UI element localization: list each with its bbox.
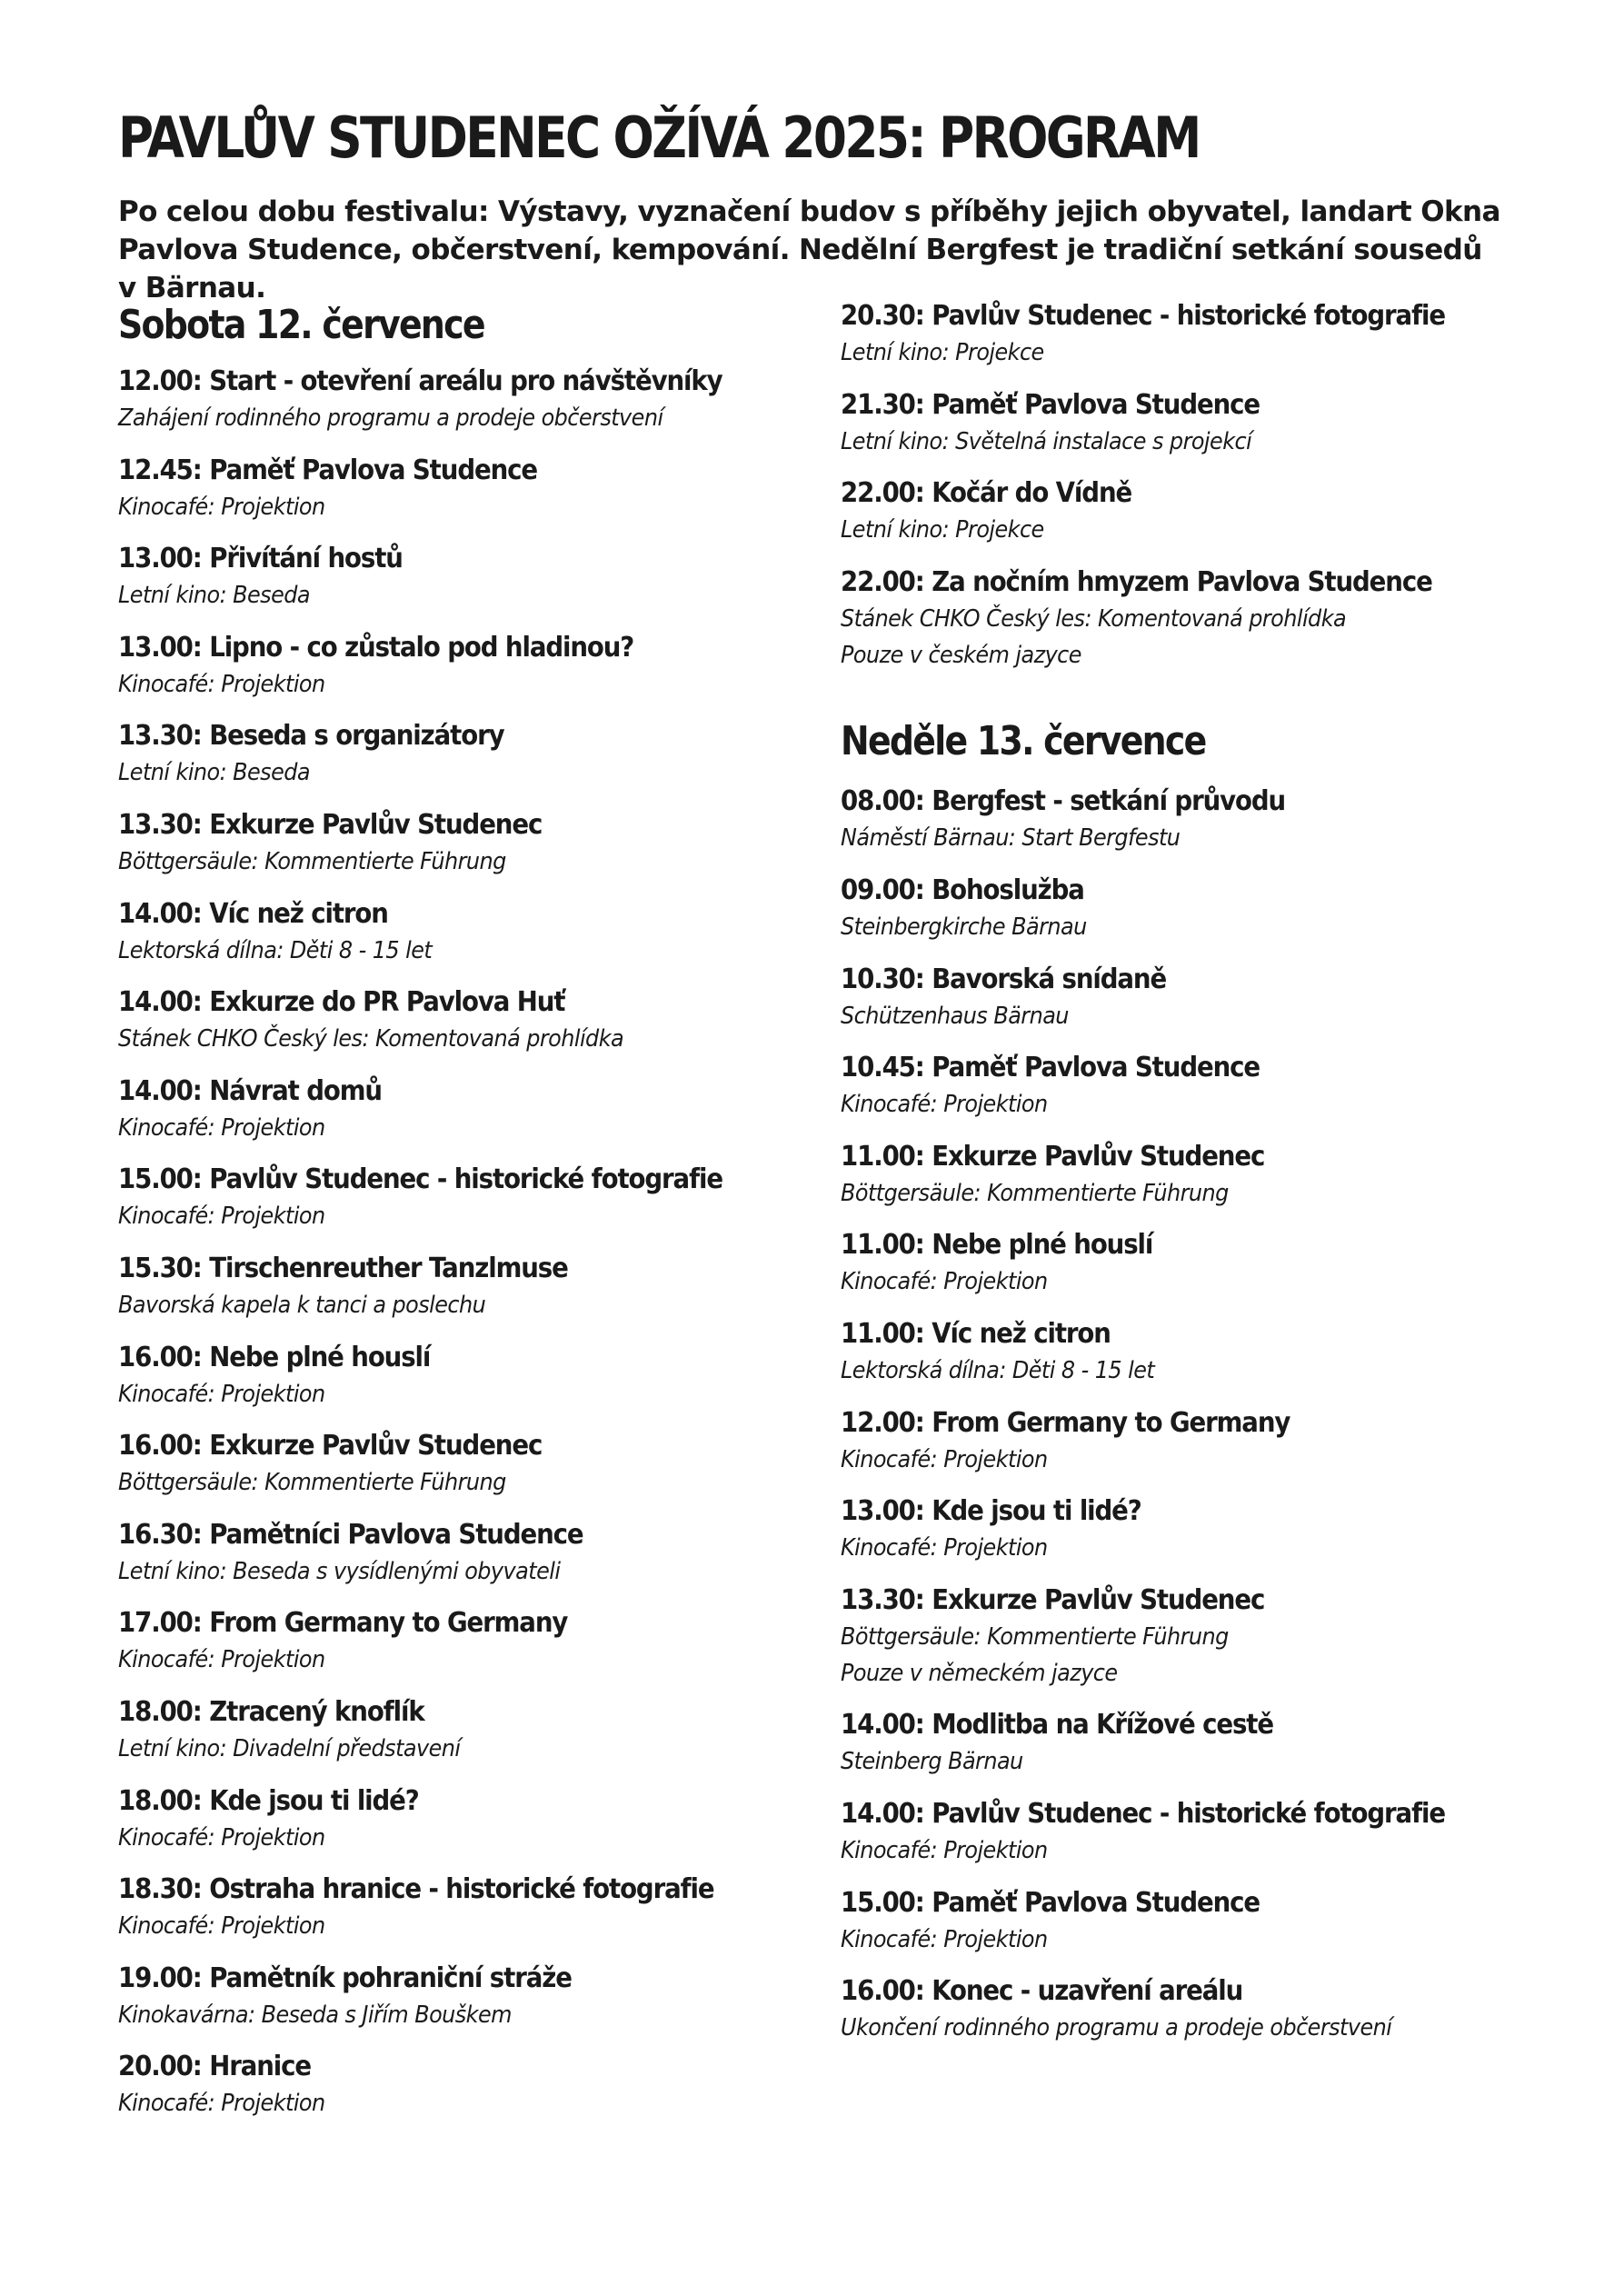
event-item [841,1707,1559,1796]
event-title: 17.00: From Germany to Germany [118,1607,568,1640]
event-title: 13.00: Kde jsou ti lidé? [841,1495,1141,1528]
event-title: 12.00: Start - otevření areálu pro návštěvníky [118,365,722,397]
event-title: 13.00: Lipno - co zůstalo pod hladinou? [118,631,634,664]
event-detail: Kinocafé: Projektion [118,1823,325,1852]
event-detail: Ukončení rodinného programu a prodeje občerstvení [841,2014,1392,2042]
event-item [118,1517,836,1606]
event-detail: Zahájení rodinného programu a prodeje občerstvení [118,404,663,432]
event-title: 09.00: Bohoslužba [841,873,1084,906]
event-list-saturday [118,364,836,2138]
event-list-sunday [841,784,1559,2061]
event-item [841,1973,1559,2062]
event-note: Pouze v německém jazyce [841,1659,1118,1687]
column-right [841,298,1559,2062]
event-detail: Kinocafé: Projektion [841,1268,1048,1296]
event-detail: Letní kino: Projekce [841,516,1044,544]
event-detail: Náměstí Bärnau: Start Bergfestu [841,824,1181,853]
event-item [118,364,836,453]
event-detail: Lektorská dílna: Děti 8 - 15 let [118,936,433,964]
event-item [118,807,836,896]
event-title: 15.00: Paměť Pavlova Studence [841,1886,1260,1919]
event-item [118,1340,836,1429]
event-item [841,962,1559,1051]
event-detail: Kinocafé: Projektion [841,1534,1048,1562]
page-title: PAVLŮV STUDENEC OŽÍVÁ 2025: PROGRAM [118,105,1200,171]
event-title: 13.30: Exkurze Pavlův Studenec [118,808,543,841]
event-title: 12.45: Paměť Pavlova Studence [118,454,538,486]
event-list-saturday-evening [841,298,1559,689]
event-title: 11.00: Nebe plné houslí [841,1229,1153,1262]
event-title: 18.00: Kde jsou ti lidé? [118,1784,419,1817]
event-detail: Schützenhaus Bärnau [841,1002,1069,1030]
event-item [841,387,1559,476]
event-title: 12.00: From Germany to Germany [841,1406,1290,1439]
event-item [841,564,1559,690]
column-left [118,300,836,2138]
event-item [118,1251,836,1340]
event-item [118,1605,836,1694]
event-title: 13.00: Přivítání hostů [118,543,403,575]
event-item [841,784,1559,873]
event-item [118,453,836,542]
event-detail: Kinocafé: Projektion [841,1925,1048,1953]
intro-paragraph: Po celou dobu festivalu: Výstavy, vyznačení budov s příběhy jejich obyvatel, landart Okna Pavlova Studence, občerstvení, kempování. Nedělní Bergfest je tradiční setkání sousedů v Bärnau. [118,195,1500,304]
event-item [841,298,1559,387]
event-item [118,1872,836,1961]
event-detail: Stánek CHKO Český les: Komentovaná prohlídka [841,604,1347,633]
event-detail: Kinocafé: Projektion [118,1912,325,1941]
event-title: 18.00: Ztracený knoflík [118,1695,424,1728]
event-item [118,718,836,807]
event-title: 14.00: Modlitba na Křížové cestě [841,1709,1274,1742]
event-detail: Letní kino: Beseda s vysídlenými obyvateli [118,1557,561,1585]
event-title: 15.00: Pavlův Studenec - historické fotografie [118,1163,722,1196]
event-title: 21.30: Paměť Pavlova Studence [841,388,1260,421]
event-detail: Kinokavárna: Beseda s Jiřím Bouškem [118,2001,512,2029]
event-title: 20.30: Pavlův Studenec - historické fotografie [841,300,1445,332]
event-detail: Letní kino: Projekce [841,339,1044,366]
event-detail: Kinocafé: Projektion [118,493,325,521]
event-title: 11.00: Exkurze Pavlův Studenec [841,1140,1265,1173]
event-title: 22.00: Za nočním hmyzem Pavlova Studence [841,565,1432,598]
event-title: 18.30: Ostraha hranice - historické fotografie [118,1873,714,1906]
event-title: 16.00: Konec - uzavření areálu [841,1975,1243,2008]
day-heading-saturday: Sobota 12. července [118,302,484,348]
event-item [841,475,1559,564]
event-detail: Kinocafé: Projektion [841,1091,1048,1119]
event-title: 14.00: Návrat domů [118,1074,382,1107]
event-item [118,1783,836,1872]
event-item [118,1073,836,1163]
event-detail: Bavorská kapela k tanci a poslechu [118,1291,486,1319]
event-detail: Kinocafé: Projektion [841,1836,1048,1864]
event-detail: Böttgersäule: Kommentierte Führung [118,1469,506,1497]
event-detail: Böttgersäule: Kommentierte Führung [118,847,506,875]
event-item [841,1405,1559,1494]
event-detail: Kinocafé: Projektion [118,1646,325,1674]
event-title: 16.30: Pamětníci Pavlova Studence [118,1518,583,1551]
event-detail: Kinocafé: Projektion [118,2090,325,2118]
event-detail: Kinocafé: Projektion [841,1445,1048,1473]
event-detail: Stánek CHKO Český les: Komentovaná prohlídka [118,1025,624,1053]
event-title: 20.00: Hranice [118,2051,312,2083]
event-title: 19.00: Pamětník pohraniční stráže [118,1962,572,1994]
event-item [118,896,836,985]
event-item [841,1316,1559,1405]
event-detail: Kinocafé: Projektion [118,1113,325,1142]
event-item [841,873,1559,962]
event-title: 08.00: Bergfest - setkání průvodu [841,785,1286,818]
day-heading-sunday: Neděle 13. července [841,718,1206,765]
event-item [118,1428,836,1517]
event-detail: Lektorská dílna: Děti 8 - 15 let [841,1356,1155,1384]
event-detail: Letní kino: Beseda [118,582,311,610]
event-item [118,2049,836,2138]
event-title: 14.00: Víc než citron [118,897,388,930]
event-detail: Letní kino: Světelná instalace s projekcí [841,427,1252,455]
event-detail: Letní kino: Beseda [118,759,311,787]
event-title: 16.00: Nebe plné houslí [118,1341,431,1373]
event-item [118,630,836,719]
event-title: 16.00: Exkurze Pavlův Studenec [118,1430,543,1462]
event-title: 10.45: Paměť Pavlova Studence [841,1052,1260,1084]
event-item [841,1493,1559,1582]
event-title: 13.30: Exkurze Pavlův Studenec [841,1583,1265,1616]
event-detail: Kinocafé: Projektion [118,1203,325,1231]
event-item [841,1885,1559,1974]
event-item [841,1050,1559,1139]
event-title: 13.30: Beseda s organizátory [118,720,504,753]
event-item [118,984,836,1073]
event-title: 14.00: Exkurze do PR Pavlova Huť [118,986,565,1019]
event-item [118,1694,836,1783]
event-detail: Letní kino: Divadelní představení [118,1734,461,1762]
event-title: 22.00: Kočár do Vídně [841,477,1132,510]
event-item [841,1796,1559,1885]
event-detail: Kinocafé: Projektion [118,670,325,698]
event-detail: Steinbergkirche Bärnau [841,913,1087,941]
event-item [841,1582,1559,1708]
event-item [118,1961,836,2050]
event-detail: Böttgersäule: Kommentierte Führung [841,1179,1229,1207]
event-title: 14.00: Pavlův Studenec - historické fotografie [841,1797,1445,1830]
event-detail: Kinocafé: Projektion [118,1380,325,1408]
event-item [841,1227,1559,1316]
event-detail: Steinberg Bärnau [841,1748,1023,1776]
event-title: 11.00: Víc než citron [841,1317,1111,1350]
event-item [841,1139,1559,1228]
event-note: Pouze v českém jazyce [841,641,1081,669]
event-title: 15.30: Tirschenreuther Tanzlmuse [118,1252,568,1284]
event-item [118,1162,836,1251]
event-detail: Böttgersäule: Kommentierte Führung [841,1622,1229,1651]
event-title: 10.30: Bavorská snídaně [841,963,1167,995]
event-item [118,541,836,630]
